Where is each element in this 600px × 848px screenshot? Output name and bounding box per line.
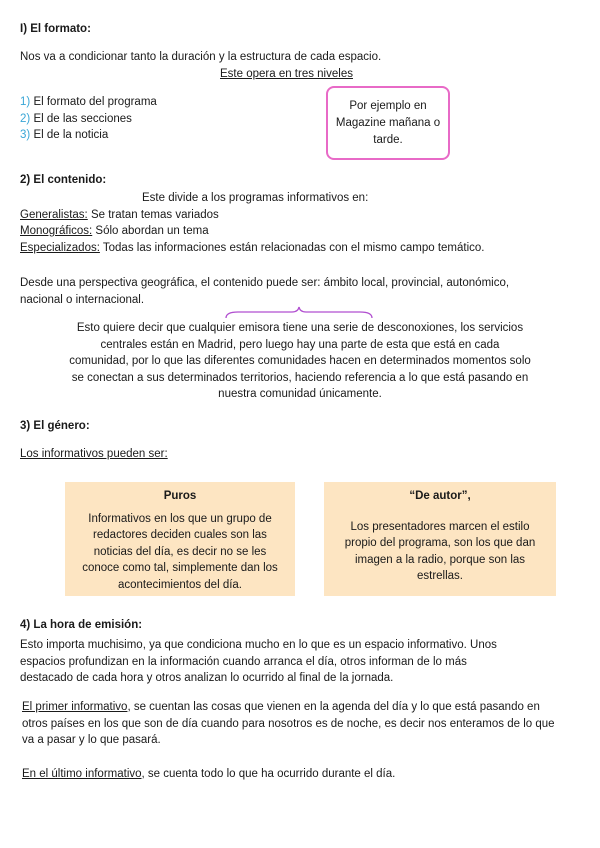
first-news-line: otros países en los que son de día cuando para nosotros es de noche, es decir nos enteramos de lo que: [22, 718, 555, 730]
content-type-text: Todas las informaciones están relacionadas con el mismo campo temático.: [99, 242, 485, 254]
list-number: 3): [20, 129, 31, 141]
list-text: El de la noticia: [33, 129, 109, 141]
example-callout-text: Por ejemplo en Magazine mañana o tarde.: [335, 99, 441, 146]
list-text: El de las secciones: [33, 113, 132, 125]
content-type-label: Monográficos:: [20, 225, 93, 237]
explanation-line: se conectan a sus determinados territorios, haciendo referencia a lo que está pasando en: [71, 372, 529, 384]
section-4-paragraph-line: Esto importa muchisimo, ya que condiciona mucho en lo que es un espacio informativo. Unos: [20, 639, 497, 651]
curly-brace-icon: [224, 306, 374, 320]
example-callout: [326, 86, 450, 160]
content-type-row: [20, 207, 219, 224]
last-news-label: En el último informativo: [22, 768, 142, 780]
last-news-text: , se cuenta todo lo que ha ocurrido durante el día.: [141, 768, 396, 780]
section-2-heading: 2) El contenido:: [20, 174, 107, 186]
first-news-label: El primer informativo: [22, 701, 128, 713]
explanation-line: nuestra comunidad únicamente.: [218, 388, 382, 400]
genre-box-text: Informativos en los que un grupo de redactores deciden cuales son las noticias del día, es decir no se les conoce como tal, simplemente dan los acontecimientos del día.: [82, 512, 278, 591]
section-4-paragraph-line: espacios profundizan en la información cuando arranca el día, otros informan de lo más: [20, 656, 467, 668]
content-type-label: Generalistas:: [20, 209, 88, 221]
explanation-line: Esto quiere decir que cualquier emisora tiene una serie de desconoxiones, los servicios: [76, 322, 524, 334]
section-1-intro: Nos va a condicionar tanto la duración y la estructura de cada espacio.: [20, 51, 382, 63]
first-news-line: [22, 699, 540, 716]
section-1-heading: I) El formato:: [20, 23, 91, 35]
content-type-row: [20, 240, 485, 257]
genre-box-title: “De autor”,: [409, 490, 471, 502]
list-text: El formato del programa: [33, 96, 157, 108]
first-news-line: va a pasar y lo que pasará.: [22, 734, 161, 746]
explanation-line: centrales están en Madrid, pero luego hay una parte de esta que está en cada: [100, 339, 500, 351]
list-item: [20, 127, 108, 144]
last-news-line: [22, 766, 395, 783]
content-type-row: [20, 223, 209, 240]
content-type-text: Se tratan temas variados: [87, 209, 219, 221]
list-item: [20, 94, 157, 111]
section-3-heading: 3) El género:: [20, 420, 90, 432]
genre-box-puros: [65, 482, 295, 596]
section-3-intro: Los informativos pueden ser:: [20, 448, 168, 460]
content-type-text: Sólo abordan un tema: [92, 225, 209, 237]
list-number: 2): [20, 113, 31, 125]
geo-paragraph-line: nacional o internacional.: [20, 294, 145, 306]
list-number: 1): [20, 96, 31, 108]
section-2-intro: Este divide a los programas informativos en:: [142, 192, 369, 204]
first-news-text: , se cuentan las cosas que vienen en la agenda del día y lo que está pasando en: [127, 701, 540, 713]
section-4-paragraph-line: destacado de cada hora y otros analizan lo ocurrido al final de la jornada.: [20, 672, 394, 684]
geo-paragraph-line: Desde una perspectiva geográfica, el contenido puede ser: ámbito local, provincial, autonómico,: [20, 277, 510, 289]
content-type-label: Especializados:: [20, 242, 100, 254]
genre-box-autor: [324, 482, 556, 596]
genre-box-text: Los presentadores marcen el estilo propio del programa, son los que dan imagen a la radio, porque son las estrellas.: [344, 520, 536, 582]
list-item: [20, 111, 132, 128]
section-1-subtitle: Este opera en tres niveles: [220, 68, 353, 80]
explanation-line: comunidad, por lo que las diferentes comunidades hacen en determinados momentos solo: [69, 355, 531, 367]
section-4-heading: 4) La hora de emisión:: [20, 619, 143, 631]
genre-box-title: Puros: [163, 490, 197, 502]
